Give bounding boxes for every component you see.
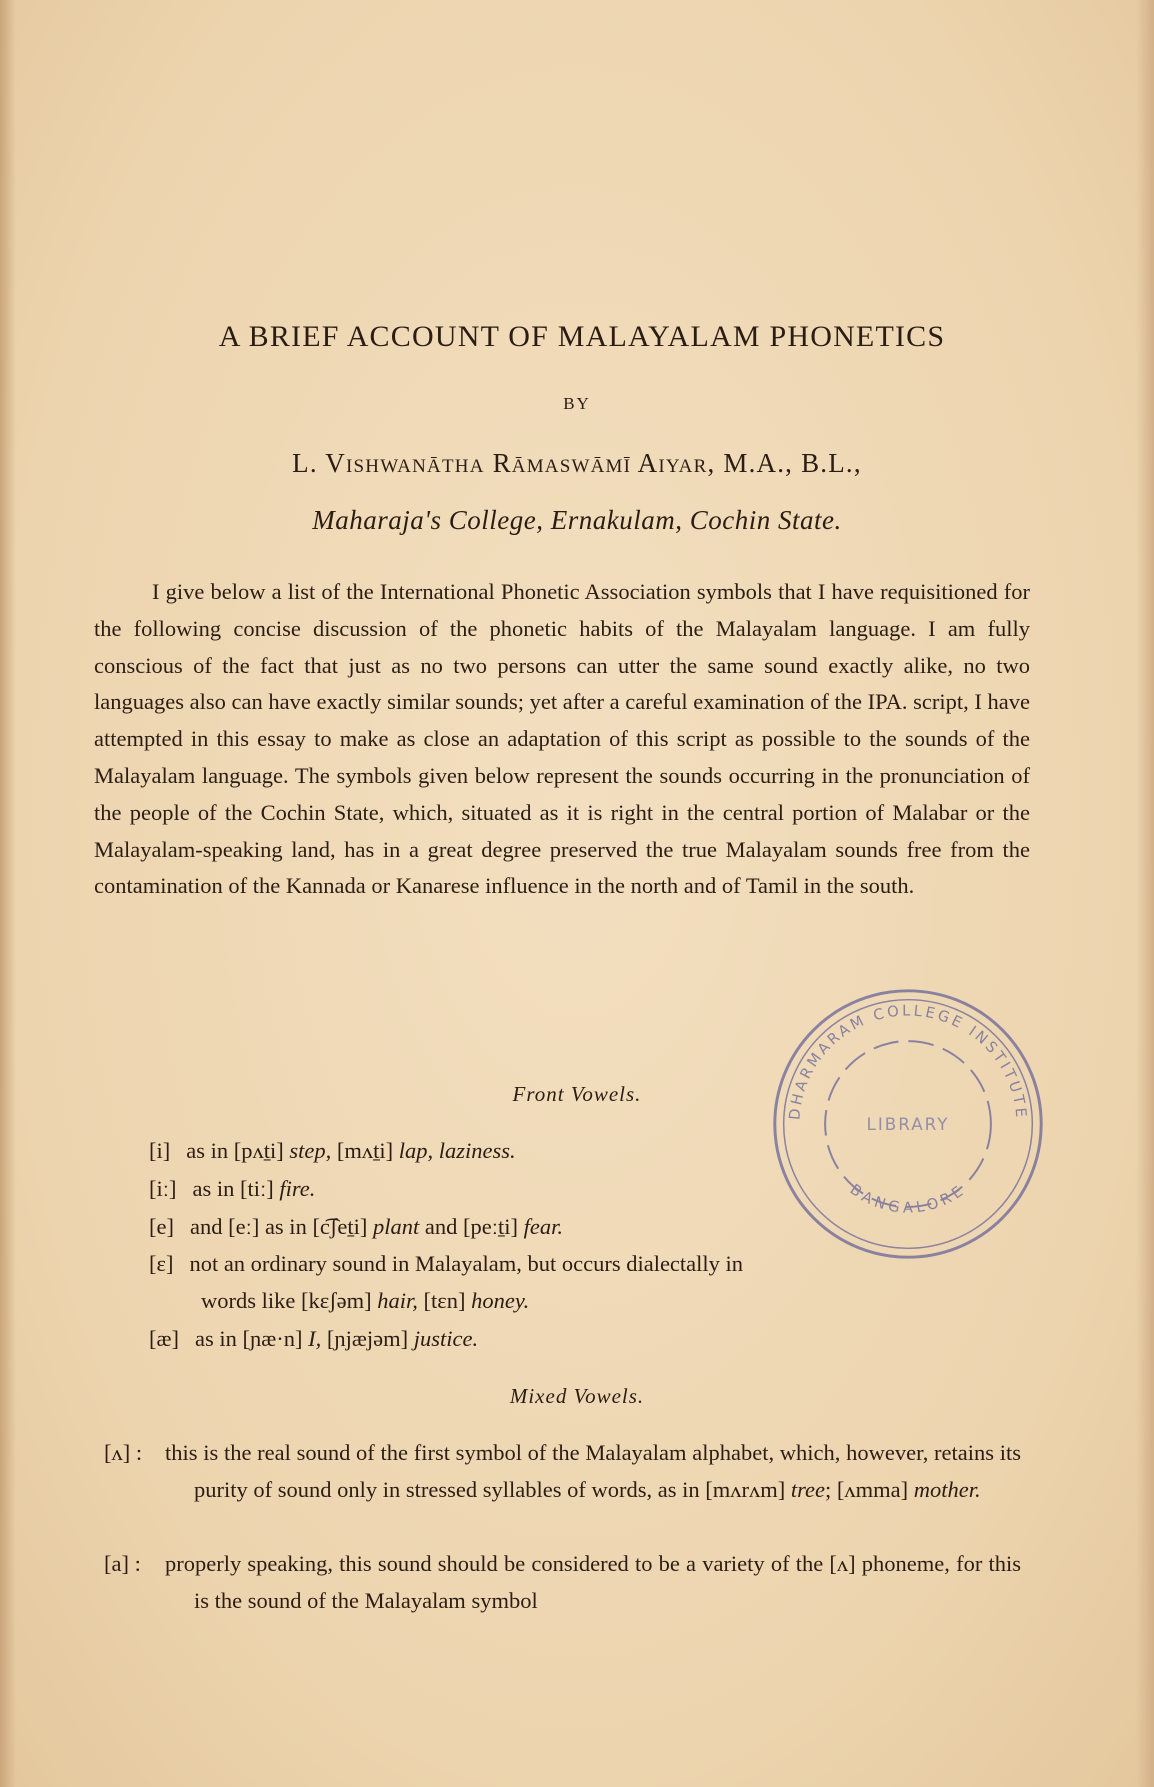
entry-text: this is the real sound of the first symbol of the Malayalam alphabet, which, however, retains its purity of sound only in stressed syllables of words, as in [mʌrʌm] <box>165 1440 1021 1502</box>
entry-gloss: lap, laziness. <box>398 1138 516 1163</box>
svg-text:BANGALORE <box>847 1181 970 1217</box>
vowel-entry-wedge <box>104 1434 1021 1508</box>
stamp-top-text: DHARMARAM COLLEGE INSTITUTE <box>786 1002 1030 1121</box>
entry-body: [a] : properly speaking, this sound should be considered to be a variety of the [ʌ] phoneme, for this is the sound of the Malayalam symbol <box>104 1551 1021 1613</box>
entry-text: and [eː] as in [c͡ʃeṯi] <box>189 1214 368 1239</box>
entry-text: as in [tiː] <box>192 1176 274 1201</box>
mixed-vowels-heading: Mixed Vowels. <box>509 1384 645 1408</box>
entry-text: [tɛn] <box>423 1288 466 1313</box>
entry-text: as in [ɲæ·n] <box>195 1326 303 1351</box>
entry-text: not an ordinary sound in Malayalam, but occurs dialectally in <box>189 1251 744 1276</box>
entry-gloss: hair, <box>377 1288 418 1313</box>
page-edge-right <box>1136 0 1154 1787</box>
entry-gloss: step, <box>289 1138 332 1163</box>
entry-text: and [peːṯi] <box>424 1214 519 1239</box>
stamp-center-text: LIBRARY <box>866 1113 950 1134</box>
entry-text: properly speaking, this sound should be considered to be a variety of the [ʌ] phoneme, for this is the sound of the Malayalam symbol <box>165 1551 1021 1613</box>
entry-gloss: justice. <box>413 1326 479 1351</box>
entry-text: as in [pʌṯi] <box>186 1138 284 1163</box>
entry-gloss: fire. <box>279 1176 316 1201</box>
library-stamp <box>760 976 1056 1272</box>
vowel-entry-ae <box>149 1320 1049 1357</box>
entry-text: [mʌṯi] <box>336 1138 394 1163</box>
page-edge-left <box>0 0 16 1787</box>
entry-gloss: I, <box>308 1326 322 1351</box>
entry-text: [ɲjæjəm] <box>326 1326 409 1351</box>
article-title: A BRIEF ACCOUNT OF MALAYALAM PHONETICS <box>218 320 946 353</box>
entry-gloss: fear. <box>523 1214 564 1239</box>
entry-gloss: honey. <box>471 1288 530 1313</box>
intro-paragraph: I give below a list of the International Phonetic Association symbols that I have requisitioned for the following concise discussion of the phonetic habits of the Malayalam language. I am fully conscious of the fact that just as no two persons can utter the same sound exactly alike, no two languages also can have exactly similar sounds; yet after a careful examination of the IPA. script, I have attempted in this essay to make as close an adaptation of this script as possible to the sounds of the Malayalam language. The symbols given below represent the sounds occurring in the pronunciation of the people of the Cochin State, which, situated as it is right in the central portion of Malabar or the Malayalam-speaking land, has in a great degree preserved the true Malayalam sounds free from the contamination of the Kannada or Kanarese influence in the north and of Tamil in the south. <box>94 579 1030 899</box>
entry-gloss: mother. <box>913 1477 981 1502</box>
vowel-symbol: [e] <box>149 1214 174 1239</box>
author-affiliation: Maharaja's College, Ernakulam, Cochin State. <box>312 505 842 535</box>
byline-label: BY <box>563 394 591 413</box>
stamp-bottom-text: BANGALORE <box>846 1180 970 1217</box>
vowel-symbol: [iː] <box>149 1176 177 1201</box>
vowel-symbol: [ɛ] <box>149 1251 174 1276</box>
author-name: L. Vishwanātha Rāmaswāmī Aiyar, M.A., B.L., <box>292 448 862 478</box>
entry-continuation <box>149 1282 1021 1319</box>
vowel-entry-a <box>104 1545 1021 1619</box>
entry-text: words like [kɛʃəm] <box>201 1288 372 1313</box>
vowel-symbol: [i] <box>149 1138 171 1163</box>
entry-text: ; [ʌmma] <box>824 1477 909 1502</box>
entry-gloss: plant <box>373 1214 420 1239</box>
library-stamp-seal <box>760 976 1056 1272</box>
entry-gloss: tree <box>790 1477 825 1502</box>
entry-body: [ʌ] : this is the real sound of the first symbol of the Malayalam alphabet, which, however, retains its purity of sound only in stressed syllables of words, as in [mʌrʌm] tree; [ʌmma] mother. <box>104 1440 1021 1502</box>
vowel-symbol: [æ] <box>149 1326 179 1351</box>
front-vowels-heading: Front Vowels. <box>512 1082 642 1106</box>
